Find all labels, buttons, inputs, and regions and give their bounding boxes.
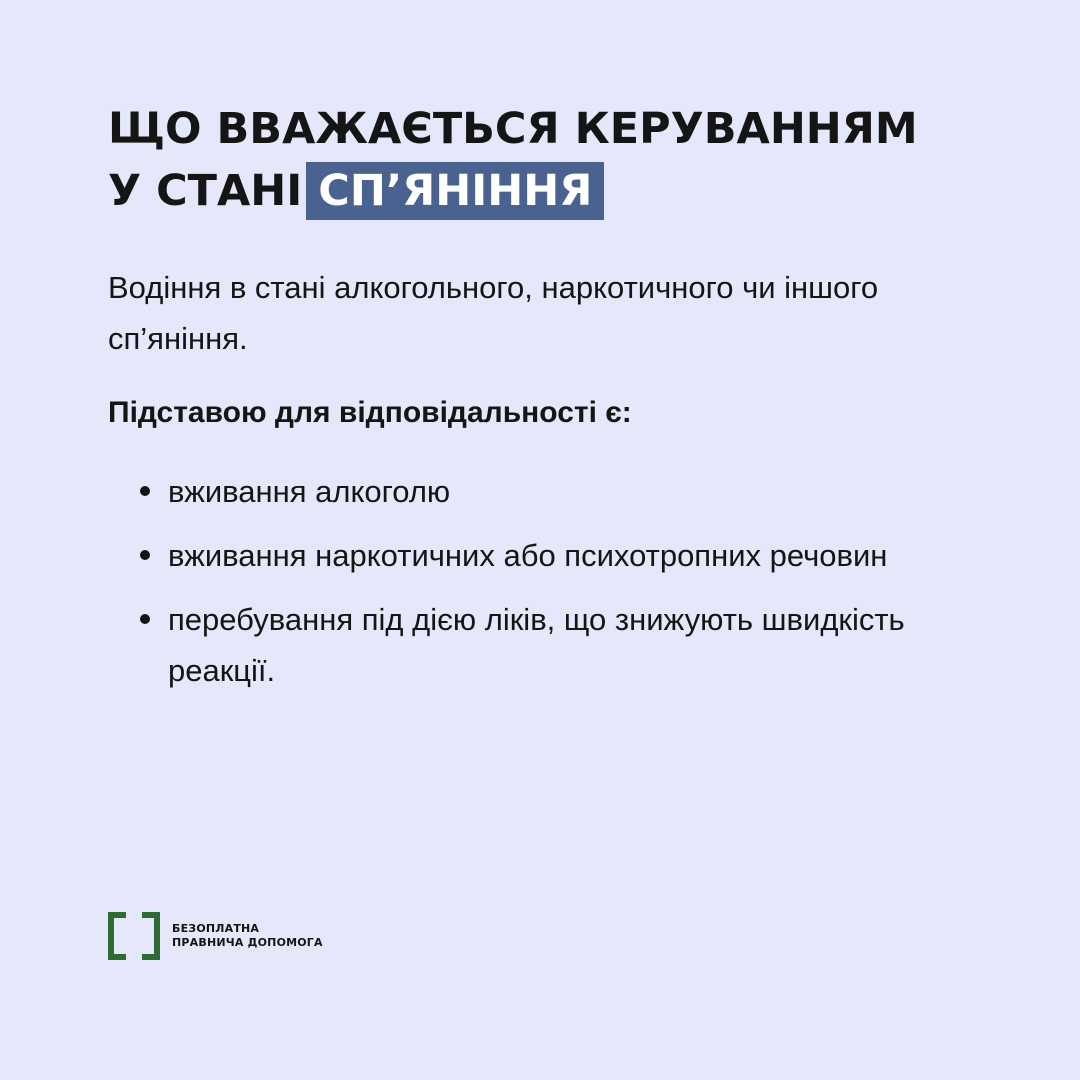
list-item <box>140 594 940 696</box>
logo-line-2: ПРАВНИЧА ДОПОМОГА <box>172 936 323 949</box>
logo-text <box>172 922 323 950</box>
bracket-logo-icon <box>108 912 160 960</box>
basis-heading: Підставою для відповідальності є: <box>108 396 632 429</box>
right-bracket-icon <box>142 912 160 960</box>
bullet-icon <box>140 486 150 496</box>
intro-text: Водіння в стані алкогольного, наркотичного чи іншого сп’яніння. <box>108 270 879 356</box>
grounds-list <box>140 466 940 709</box>
title-prefix: У СТАНІ <box>108 166 303 216</box>
title-line-2 <box>108 160 918 222</box>
logo <box>108 912 323 960</box>
left-bracket-icon <box>108 912 126 960</box>
list-item-text: перебування під дією ліків, що знижують швидкість реакції. <box>168 602 905 688</box>
bullet-icon <box>140 614 150 624</box>
list-item <box>140 530 940 581</box>
list-item-text: вживання наркотичних або психотропних речовин <box>168 538 888 573</box>
list-item-text: вживання алкоголю <box>168 474 451 509</box>
logo-line-1: БЕЗОПЛАТНА <box>172 922 260 935</box>
title-highlight: СП’ЯНІННЯ <box>306 162 604 220</box>
bullet-icon <box>140 550 150 560</box>
list-item <box>140 466 940 517</box>
title-line-1: ЩО ВВАЖАЄТЬСЯ КЕРУВАННЯМ <box>108 104 918 154</box>
page-title <box>108 98 918 222</box>
